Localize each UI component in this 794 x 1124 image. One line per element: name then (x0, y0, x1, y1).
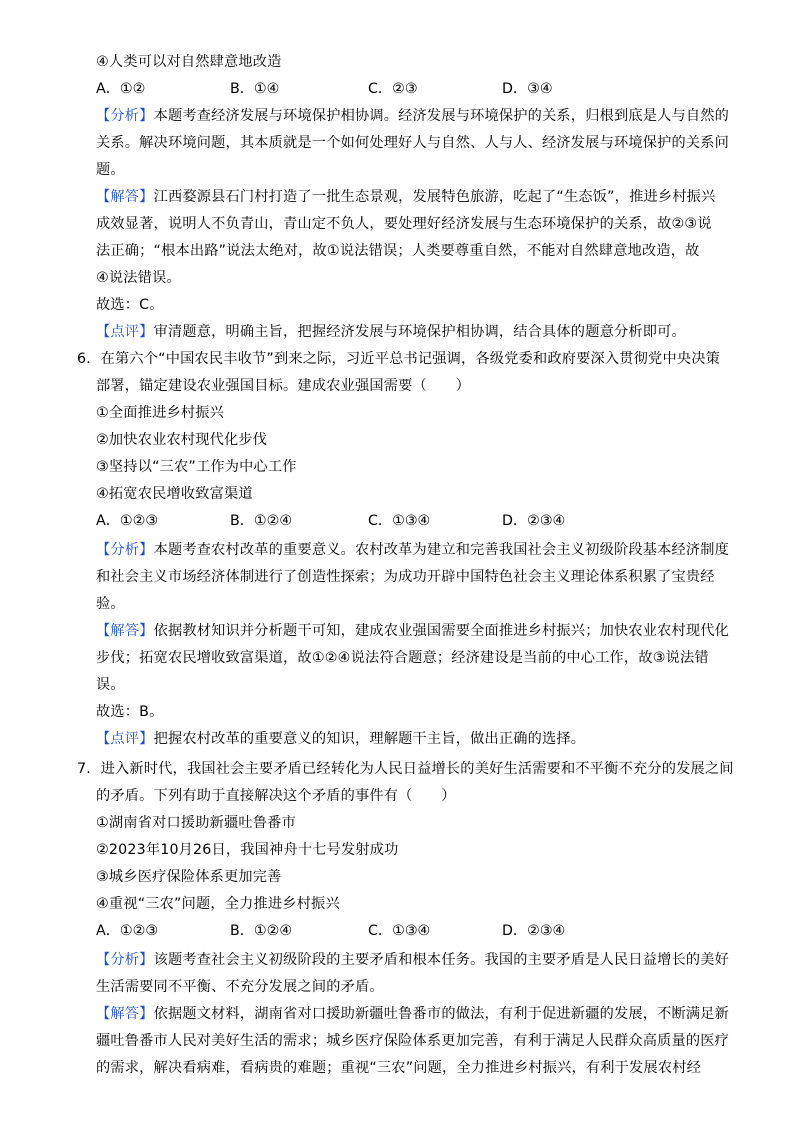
answer-tag: 【解答】 (96, 1006, 154, 1022)
q6-analysis-line: 验。 (96, 596, 125, 612)
q6-comment: 【点评】把握农村改革的重要意义的知识，理解题干主旨，做出正确的选择。 (96, 731, 586, 747)
q6-choice-d: D．②③④ (502, 513, 566, 529)
q6-choice-c: C．①③④ (368, 513, 431, 529)
q5-answer-line: 法正确；“根本出路”说法太绝对，故①说法错误；人类要尊重自然，不能对自然肆意地改造，故 (96, 243, 700, 259)
q6-answer-line: 误。 (96, 677, 125, 693)
q6-choice-a: A．①②③ (96, 513, 159, 529)
comment-tag: 【点评】 (96, 731, 154, 747)
q5-answer-line: 成效显著，说明人不负青山，青山定不负人，要处理好经济发展与生态环境保护的关系，故②③说 (96, 216, 712, 232)
q5-choice-c: C．②③ (368, 81, 418, 97)
q7-statement-3: ③城乡医疗保险体系更加完善 (96, 869, 282, 885)
q7-choice-a: A．①②③ (96, 923, 159, 939)
q5-selection: 故选：C。 (96, 297, 164, 313)
q6-statement-4: ④拓宽农民增收致富渠道 (96, 486, 253, 502)
q7-analysis-line: 生活需要同不平衡、不充分发展之间的矛盾。 (96, 979, 384, 995)
q5-analysis-line: 关系。解决环境问题，其本质就是一个如何处理好人与自然、人与人、经济发展与环境保护的关系问 (96, 135, 730, 151)
q6-statement-2: ②加快农业农村现代化步伐 (96, 432, 268, 448)
q5-choice-d: D．③④ (502, 81, 553, 97)
q5-statement-4: ④人类可以对自然肆意地改造 (96, 54, 282, 70)
q7-statement-2: ②2023年10月26日，我国神舟十七号发射成功 (96, 842, 399, 858)
q7-choices (96, 921, 696, 941)
q5-answer-line: ④说法错误。 (96, 270, 181, 286)
analysis-tag: 【分析】 (96, 952, 154, 968)
answer-tag: 【解答】 (96, 623, 154, 639)
q5-choice-a: A．①② (96, 81, 146, 97)
q6-choices (96, 511, 696, 531)
q6-answer-line: 步伐；拓宽农民增收致富渠道，故①②④说法符合题意；经济建设是当前的中心工作，故③说法错 (96, 650, 709, 666)
comment-tag: 【点评】 (96, 324, 154, 340)
q7-stem: 7．进入新时代，我国社会主要矛盾已经转化为人民日益增长的美好生活需要和不平衡不充分的发展之间 (77, 761, 734, 777)
q5-answer: 【解答】江西婺源县石门村打造了一批生态景观，发展特色旅游，吃起了“生态饭”，推进乡村振兴 (96, 189, 716, 205)
q7-analysis: 【分析】该题考查社会主义初级阶段的主要矛盾和根本任务。我国的主要矛盾是人民日益增长的美好 (96, 952, 730, 968)
q7-statement-1: ①湖南省对口援助新疆吐鲁番市 (96, 815, 296, 831)
q6-analysis-line: 和社会主义市场经济体制进行了创造性探索；为成功开辟中国特色社会主义理论体系积累了宝贵经 (96, 569, 715, 585)
q7-choice-b: B．①②④ (230, 923, 293, 939)
q7-stem-line: 的矛盾。下列有助于直接解决这个矛盾的事件有（ ） (96, 788, 456, 804)
q6-choice-b: B．①②④ (230, 513, 293, 529)
q5-choices (96, 79, 696, 99)
analysis-tag: 【分析】 (96, 108, 154, 124)
q7-answer: 【解答】依据题文材料，湖南省对口援助新疆吐鲁番市的做法，有利于促进新疆的发展，不断满足新 (96, 1006, 730, 1022)
q7-choice-d: D．②③④ (502, 923, 566, 939)
q5-choice-b: B．①④ (230, 81, 280, 97)
q7-choice-c: C．①③④ (368, 923, 431, 939)
q6-statement-3: ③坚持以“三农”工作为中心工作 (96, 459, 297, 475)
q7-answer-line: 的需求，解决看病难，看病贵的难题；重视“三农”问题，全力推进乡村振兴，有利于发展农村经 (96, 1060, 701, 1076)
q5-analysis: 【分析】本题考查经济发展与环境保护相协调。经济发展与环境保护的关系，归根到底是人与自然的 (96, 108, 730, 124)
q6-stem-line: 部署，锚定建设农业强国目标。建成农业强国需要（ ） (96, 378, 471, 394)
answer-tag: 【解答】 (96, 189, 154, 205)
q6-stem: 6．在第六个“中国农民丰收节”到来之际，习近平总书记强调，各级党委和政府要深入贯彻党中央决策 (77, 351, 720, 367)
q6-analysis: 【分析】本题考查农村改革的重要意义。农村改革为建立和完善我国社会主义初级阶段基本经济制度 (96, 542, 730, 558)
analysis-tag: 【分析】 (96, 542, 154, 558)
q6-selection: 故选：B。 (96, 704, 164, 720)
q5-analysis-line: 题。 (96, 162, 125, 178)
q7-answer-line: 疆吐鲁番市人民对美好生活的需求；城乡医疗保险体系更加完善，有利于满足人民群众高质量的医疗 (96, 1033, 730, 1049)
q6-answer: 【解答】依据教材知识并分析题干可知，建成农业强国需要全面推进乡村振兴；加快农业农村现代化 (96, 623, 730, 639)
q7-statement-4: ④重视“三农”问题，全力推进乡村振兴 (96, 896, 340, 912)
q6-statement-1: ①全面推进乡村振兴 (96, 405, 225, 421)
q5-comment: 【点评】审清题意，明确主旨，把握经济发展与环境保护相协调，结合具体的题意分析即可。 (96, 324, 686, 340)
